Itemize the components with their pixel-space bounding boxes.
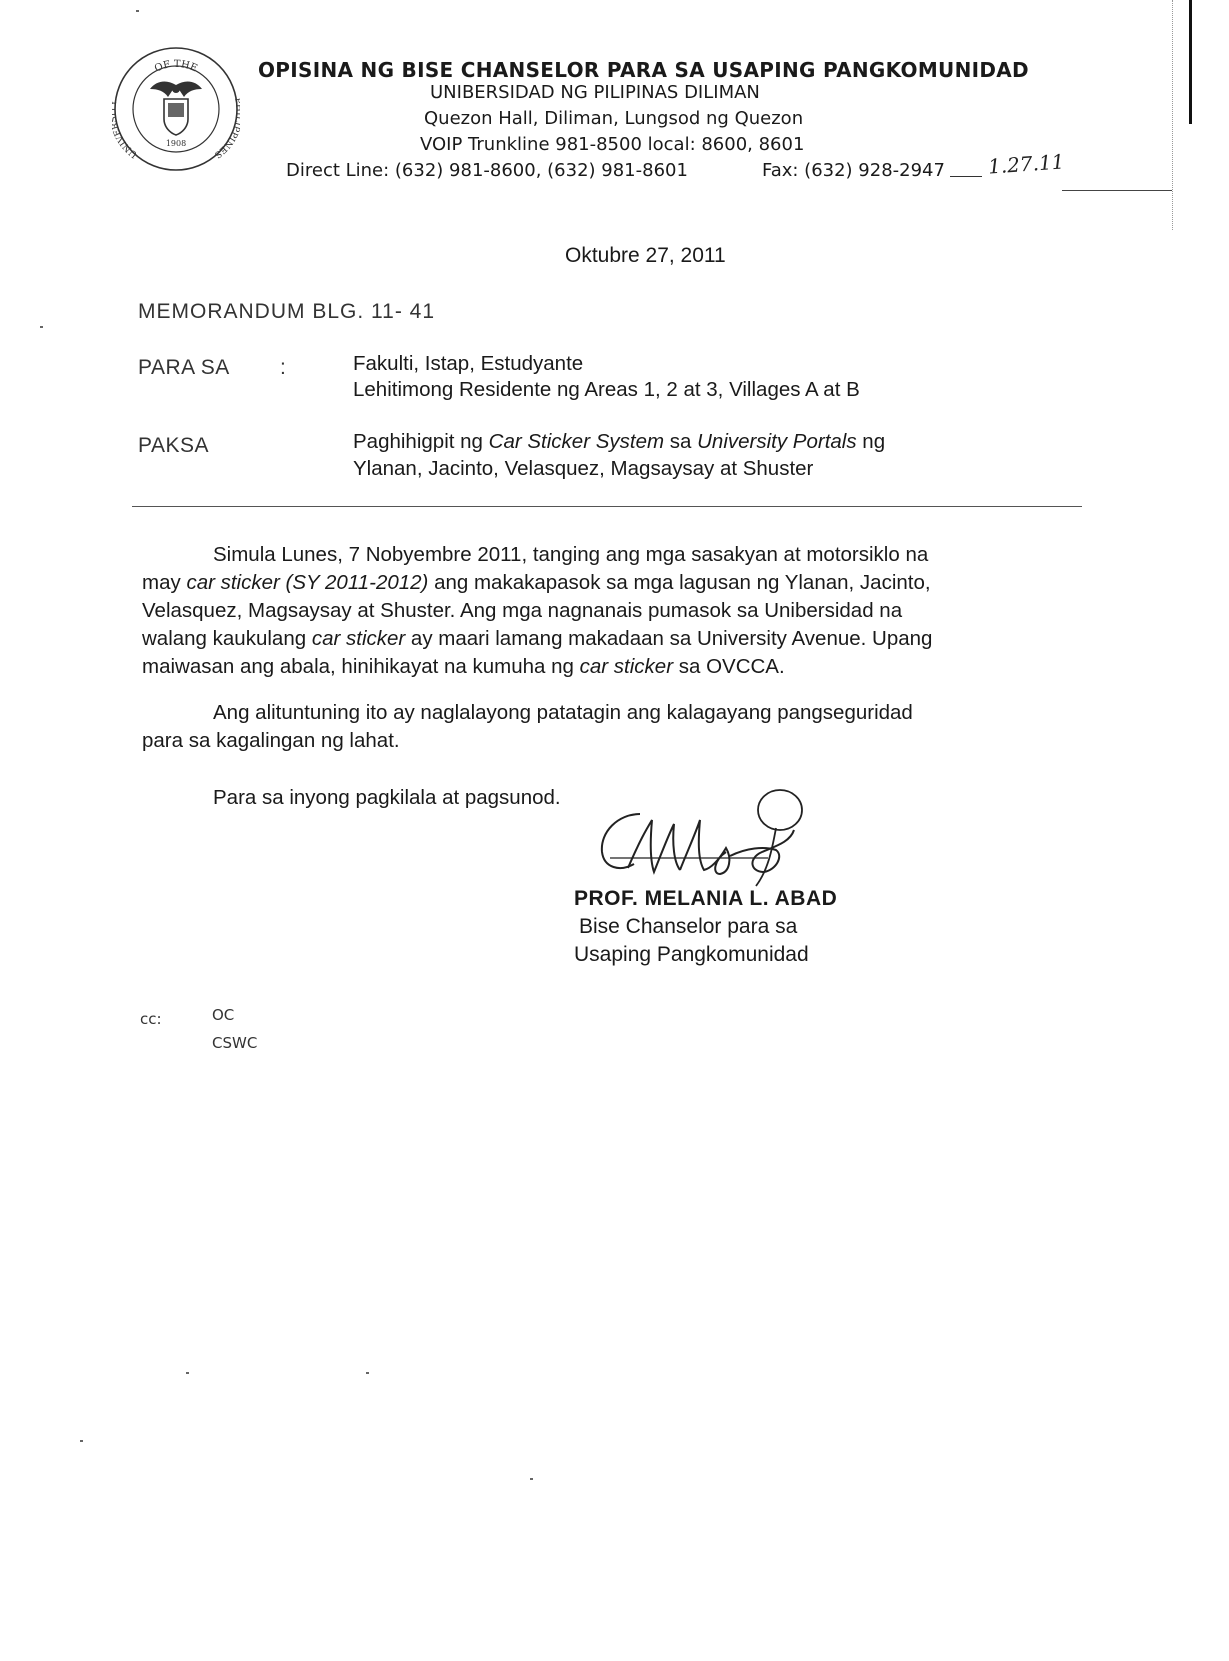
voip-trunkline: VOIP Trunkline 981-8500 local: 8600, 8601 (420, 134, 805, 155)
scan-speck (530, 1478, 533, 1480)
signatory-title-2: Usaping Pangkomunidad (574, 943, 809, 966)
cc-item-oc: OC (212, 1006, 235, 1024)
svg-text:OF THE (153, 59, 199, 75)
body-p2-line-2: para sa kagalingan ng lahat. (142, 729, 400, 752)
cc-label: cc: (140, 1010, 162, 1028)
memo-date: Oktubre 27, 2011 (565, 244, 726, 267)
body-p1-line-1: Simula Lunes, 7 Nobyembre 2011, tanging ang mga sasakyan at motorsiklo na (213, 543, 929, 566)
to-label: PARA SA (138, 356, 230, 379)
memo-number: MEMORANDUM BLG. 11- 41 (138, 300, 435, 323)
fax-number: Fax: (632) 928-2947 (762, 160, 945, 181)
scan-speck (366, 1372, 369, 1374)
university-name: UNIBERSIDAD NG PILIPINAS DILIMAN (430, 82, 760, 103)
seal-text-top: OF THE (153, 58, 199, 75)
signatory-title-1: Bise Chanselor para sa (579, 915, 798, 938)
seal-text-left: UNIVE (112, 127, 140, 160)
scan-edge-line (1172, 0, 1174, 230)
cc-item-cswc: CSWC (212, 1034, 258, 1052)
subject-line-1: Paghihigpit ng Car Sticker System sa University Portals ng (353, 430, 886, 453)
body-closing-line: Para sa inyong pagkilala at pagsunod. (213, 786, 561, 809)
body-p1-line-5: maiwasan ang abala, hinihikayat na kumuha ng car sticker sa OVCCA. (142, 655, 785, 678)
scan-speck (40, 326, 43, 328)
body-p1-line-3: Velasquez, Magsaysay at Shuster. Ang mga nagnanais pumasok sa Unibersidad na (142, 599, 903, 622)
svg-text:UNIVERSITY (112, 98, 140, 159)
to-line-2: Lehitimong Residente ng Areas 1, 2 at 3, Villages A at B (353, 378, 860, 401)
university-seal (112, 45, 240, 173)
seal-text-right: PINES (212, 129, 240, 160)
seal-year: 1908 (165, 139, 187, 148)
scan-speck (136, 10, 139, 12)
office-name: OPISINA NG BISE CHANSELOR PARA SA USAPING PANGKOMUNIDAD (258, 58, 1029, 82)
svg-text:PHILIPPINES (212, 97, 240, 160)
scan-edge-bar (1189, 0, 1192, 124)
subject-label: PAKSA (138, 434, 209, 457)
handwritten-received-date: 1.27.11 (987, 149, 1066, 179)
direct-line: Direct Line: (632) 981-8600, (632) 981-8601 (286, 160, 688, 181)
body-p1-line-4: walang kaukulang car sticker ay maari lamang makadaan sa University Avenue. Upang (142, 627, 933, 650)
subject-line-2: Ylanan, Jacinto, Velasquez, Magsaysay at Shuster (353, 457, 814, 480)
body-p2-line-1: Ang alituntuning ito ay naglalayong patatagin ang kalagayang pangseguridad (213, 701, 913, 724)
body-p1-line-2: may car sticker (SY 2011-2012) ang makakapasok sa mga lagusan ng Ylanan, Jacinto, (142, 571, 931, 594)
to-line-1: Fakulti, Istap, Estudyante (353, 352, 584, 375)
handwritten-underline (1062, 190, 1172, 191)
signatory-name: PROF. MELANIA L. ABAD (574, 887, 838, 910)
to-colon: : (280, 356, 287, 379)
scan-speck (186, 1372, 189, 1374)
handwritten-signature (580, 780, 830, 900)
office-address: Quezon Hall, Diliman, Lungsod ng Quezon (424, 108, 804, 129)
fax-underline (950, 176, 982, 177)
scan-speck (80, 1440, 83, 1442)
header-divider (132, 506, 1082, 507)
